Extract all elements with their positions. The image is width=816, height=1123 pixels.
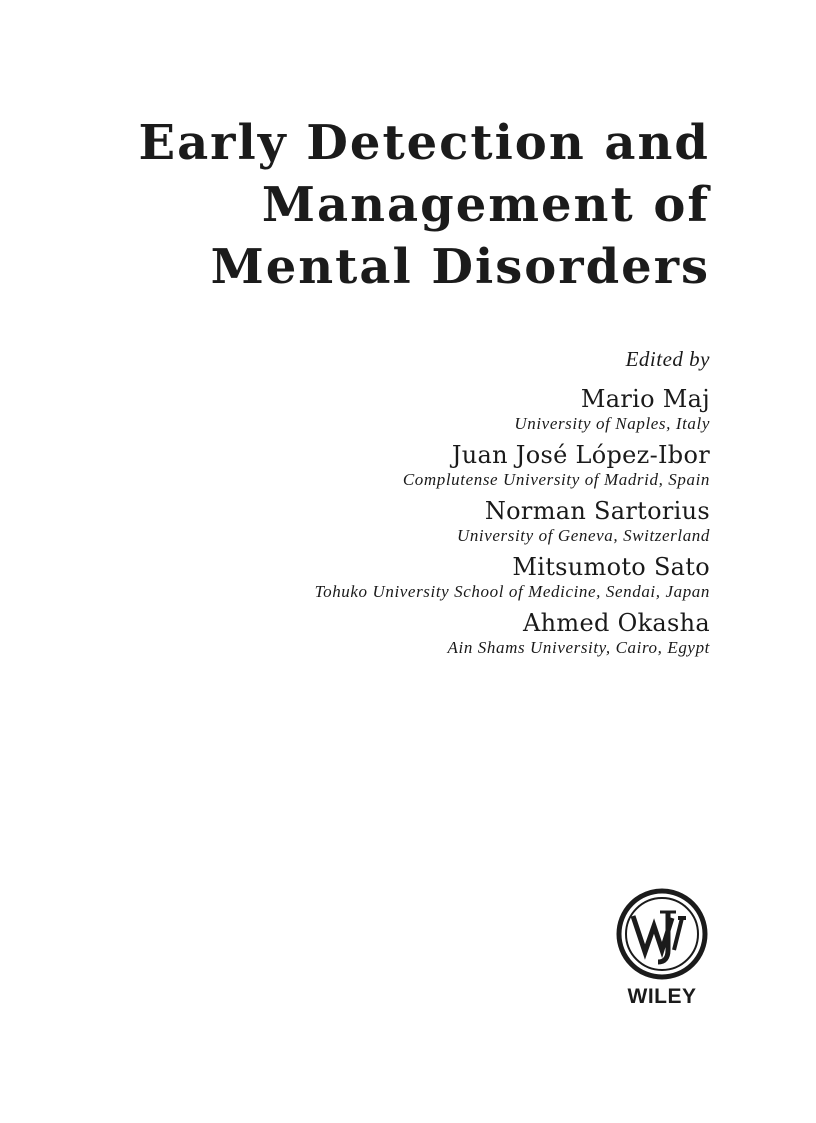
wiley-jw-seal-icon bbox=[616, 888, 708, 980]
editor-affiliation: Complutense University of Madrid, Spain bbox=[402, 470, 710, 489]
editor-affiliation: University of Naples, Italy bbox=[514, 414, 710, 433]
title-line-1: Early Detection and bbox=[138, 115, 710, 171]
editor-name: Norman Sartorius bbox=[484, 497, 710, 525]
title-line-3: Mental Disorders bbox=[210, 239, 710, 295]
editor-name: Mitsumoto Sato bbox=[512, 553, 710, 581]
editor-entry bbox=[110, 385, 710, 434]
editor-entry bbox=[110, 441, 710, 490]
editor-affiliation: University of Geneva, Switzerland bbox=[456, 526, 710, 545]
editor-name: Mario Maj bbox=[580, 385, 710, 413]
book-title bbox=[138, 112, 710, 298]
title-line-2: Management of bbox=[261, 177, 710, 233]
edited-by-label: Edited by bbox=[625, 347, 710, 371]
editor-entry bbox=[110, 609, 710, 658]
editor-name: Ahmed Okasha bbox=[523, 609, 710, 637]
publisher-name: WILEY bbox=[627, 985, 697, 1008]
publisher-logo bbox=[614, 888, 710, 1009]
editor-entry bbox=[110, 497, 710, 546]
editor-name: Juan José López-Ibor bbox=[451, 441, 710, 469]
editor-entry bbox=[110, 553, 710, 602]
editor-affiliation: Tohuko University School of Medicine, Sendai, Japan bbox=[314, 582, 710, 601]
editor-list bbox=[110, 385, 710, 665]
editor-affiliation: Ain Shams University, Cairo, Egypt bbox=[447, 638, 710, 657]
